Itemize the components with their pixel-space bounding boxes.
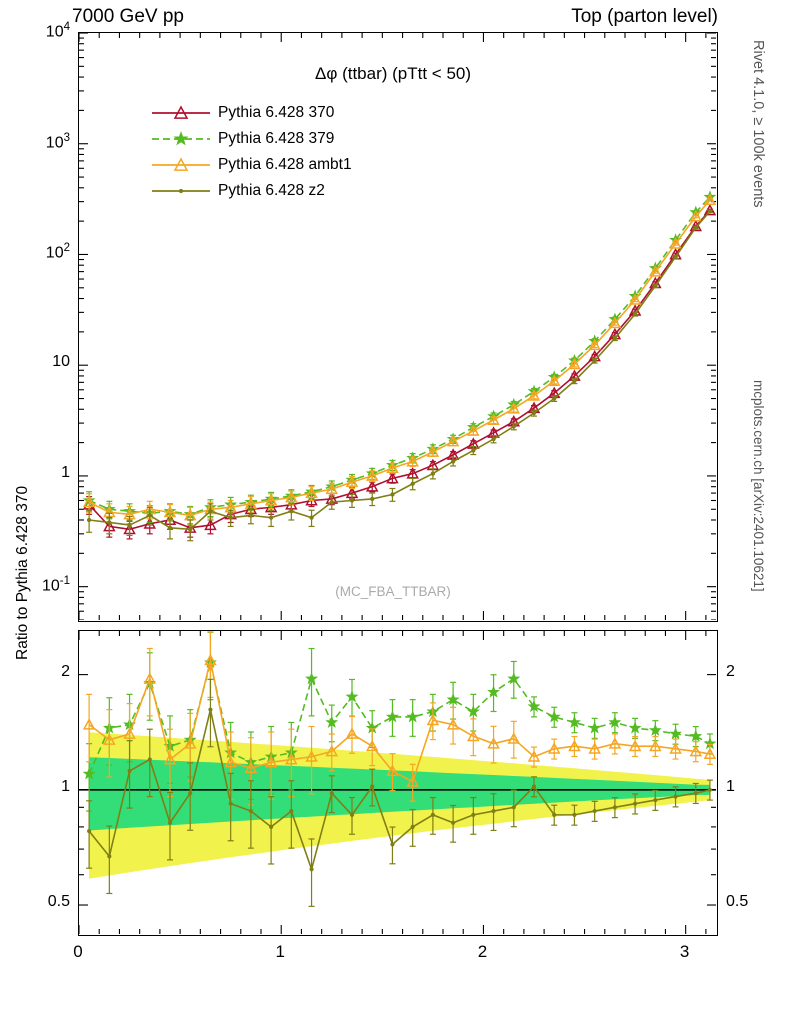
legend-label: Pythia 6.428 370 — [218, 104, 335, 121]
ratio-x-tick-label: 3 — [679, 942, 690, 961]
ratio-y-tick-label-right: 2 — [726, 662, 735, 680]
main-y-tick-label: $10^4$ — [45, 21, 70, 41]
main-y-tick-label: $10^3$ — [45, 131, 70, 152]
legend-item — [150, 126, 352, 152]
rivet-version-label: Rivet 4.1.0, ≥ 100k events — [750, 40, 766, 208]
main-y-tick-label: $10^2$ — [45, 242, 70, 262]
legend-item — [150, 100, 352, 126]
ratio-x-tick-label: 2 — [477, 942, 488, 961]
legend-symbol — [150, 100, 212, 126]
legend-item — [150, 152, 352, 178]
legend — [150, 100, 352, 204]
ratio-x-tick-label: 0 — [73, 942, 83, 961]
header-right-label: Top (parton level) — [571, 6, 718, 27]
ratio-y-tick-label-left: 0.5 — [47, 893, 70, 911]
ratio-y-axis-label: Ratio to Pythia 6.428 370 — [14, 485, 31, 660]
main-y-tick-label: 10 — [52, 353, 70, 371]
ratio-x-tick-label: 1 — [275, 942, 285, 961]
ratio-y-tick-label-right: 1 — [726, 777, 735, 795]
legend-label: Pythia 6.428 ambt1 — [218, 156, 352, 173]
header-left-label: 7000 GeV pp — [72, 6, 184, 27]
main-y-tick-label: $10^{-1}$ — [41, 574, 70, 594]
legend-item — [150, 178, 352, 204]
main-y-tick-label: 1 — [61, 463, 70, 481]
legend-symbol — [150, 152, 212, 178]
legend-label: Pythia 6.428 z2 — [218, 182, 325, 199]
ratio-y-tick-label-left: 1 — [61, 777, 70, 795]
plot-title: Δφ (ttbar) (pTtt < 50) — [314, 64, 472, 83]
analysis-watermark: (MC_FBA_TTBAR) — [335, 584, 451, 599]
ratio-y-tick-label-left: 2 — [61, 662, 70, 680]
mcplots-source-label: mcplots.cern.ch [arXiv:2401.10621] — [751, 380, 766, 592]
ratio-y-tick-label-right: 0.5 — [726, 893, 749, 911]
legend-symbol — [150, 126, 212, 152]
legend-symbol — [150, 178, 212, 204]
legend-label: Pythia 6.428 379 — [218, 130, 335, 147]
